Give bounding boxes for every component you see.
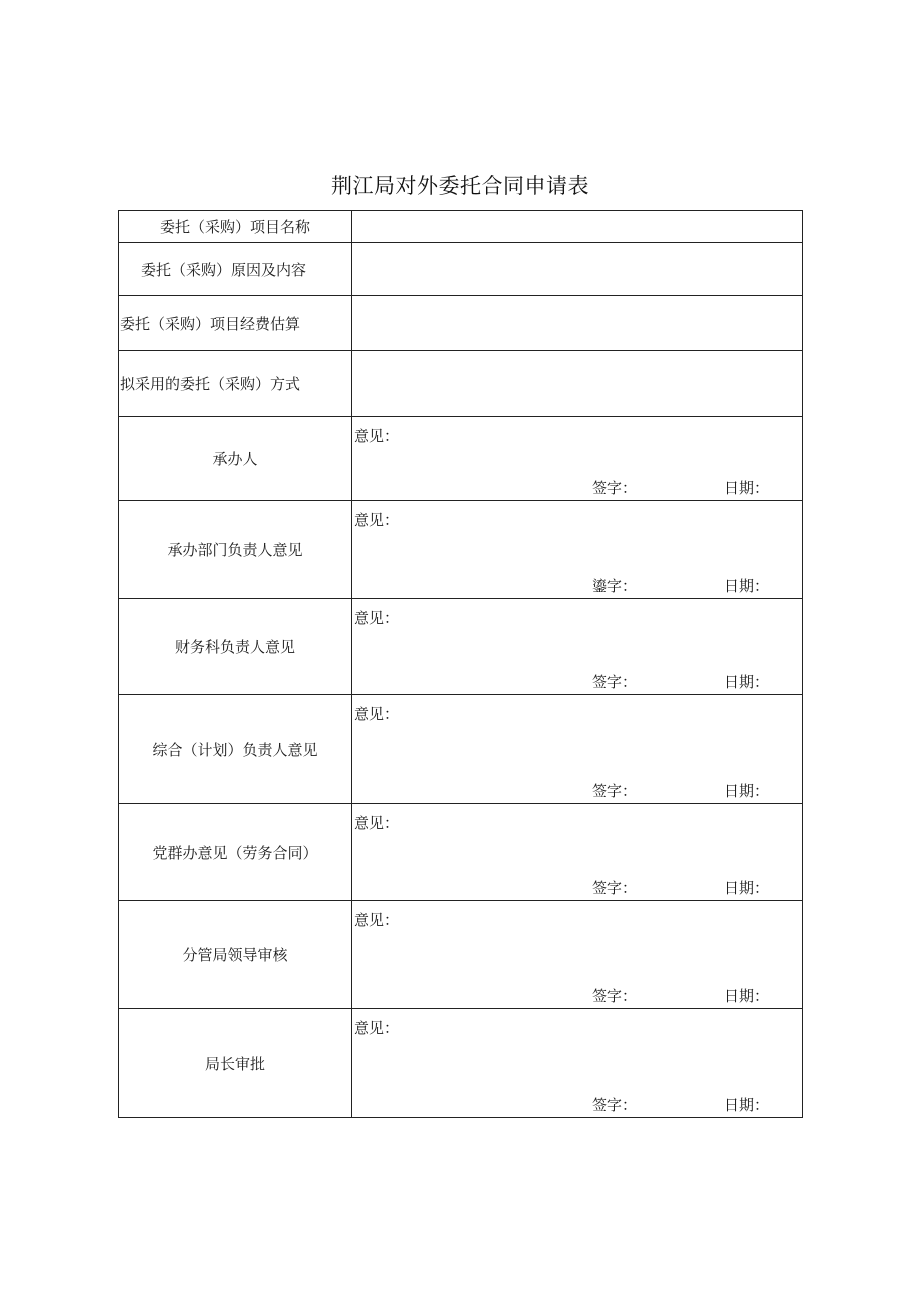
row-planning-head xyxy=(119,695,803,804)
handler-opinion-field[interactable] xyxy=(352,417,803,501)
form-title: 荆江局对外委托合同申请表 xyxy=(331,174,589,198)
date-label: 日期： xyxy=(724,577,770,595)
date-label: 日期： xyxy=(724,673,770,691)
planning-head-label: 综合（计划）负责人意见 xyxy=(119,695,352,804)
signature-label: 签字： xyxy=(592,879,638,897)
row-project-name xyxy=(119,211,803,243)
procurement-method-label: 拟采用的委托（采购）方式 xyxy=(119,351,352,417)
row-handler xyxy=(119,417,803,501)
reason-content-label: 委托（采购）原因及内容 xyxy=(119,243,352,296)
opinion-label: 意见： xyxy=(354,511,400,529)
reason-content-field[interactable] xyxy=(352,243,803,296)
signature-label: 签字： xyxy=(592,673,638,691)
row-procurement-method xyxy=(119,351,803,417)
signature-label: 签字： xyxy=(592,1096,638,1114)
date-label: 日期： xyxy=(724,987,770,1005)
project-name-field[interactable] xyxy=(352,211,803,243)
budget-estimate-field[interactable] xyxy=(352,296,803,351)
signature-label: 签字： xyxy=(592,782,638,800)
budget-estimate-label: 委托（采购）项目经费估算 xyxy=(119,296,352,351)
opinion-label: 意见： xyxy=(354,1019,400,1037)
date-label: 日期： xyxy=(724,1096,770,1114)
opinion-label: 意见： xyxy=(354,814,400,832)
deputy-director-label: 分管局领导审核 xyxy=(119,901,352,1009)
signature-label: 签字： xyxy=(592,987,638,1005)
date-label: 日期： xyxy=(724,782,770,800)
signature-label: 签字： xyxy=(592,479,638,497)
row-party-office xyxy=(119,804,803,901)
opinion-label: 意见： xyxy=(354,705,400,723)
row-department-head xyxy=(119,501,803,599)
row-reason-content xyxy=(119,243,803,296)
handler-label: 承办人 xyxy=(119,417,352,501)
application-form-table xyxy=(118,210,803,1118)
date-label: 日期： xyxy=(724,479,770,497)
director-opinion-field[interactable] xyxy=(352,1009,803,1118)
row-finance-head xyxy=(119,599,803,695)
party-office-label: 党群办意见（劳务合同） xyxy=(119,804,352,901)
project-name-label: 委托（采购）项目名称 xyxy=(119,211,352,243)
director-label: 局长审批 xyxy=(119,1009,352,1118)
party-office-opinion-field[interactable] xyxy=(352,804,803,901)
procurement-method-field[interactable] xyxy=(352,351,803,417)
row-deputy-director xyxy=(119,901,803,1009)
finance-head-label: 财务科负责人意见 xyxy=(119,599,352,695)
department-head-opinion-field[interactable] xyxy=(352,501,803,599)
row-director xyxy=(119,1009,803,1118)
opinion-label: 意见： xyxy=(354,427,400,445)
finance-head-opinion-field[interactable] xyxy=(352,599,803,695)
deputy-director-opinion-field[interactable] xyxy=(352,901,803,1009)
row-budget-estimate xyxy=(119,296,803,351)
signature-label: 鎏字： xyxy=(592,577,638,595)
department-head-label: 承办部门负责人意见 xyxy=(119,501,352,599)
planning-head-opinion-field[interactable] xyxy=(352,695,803,804)
date-label: 日期： xyxy=(724,879,770,897)
opinion-label: 意见： xyxy=(354,911,400,929)
opinion-label: 意见： xyxy=(354,609,400,627)
